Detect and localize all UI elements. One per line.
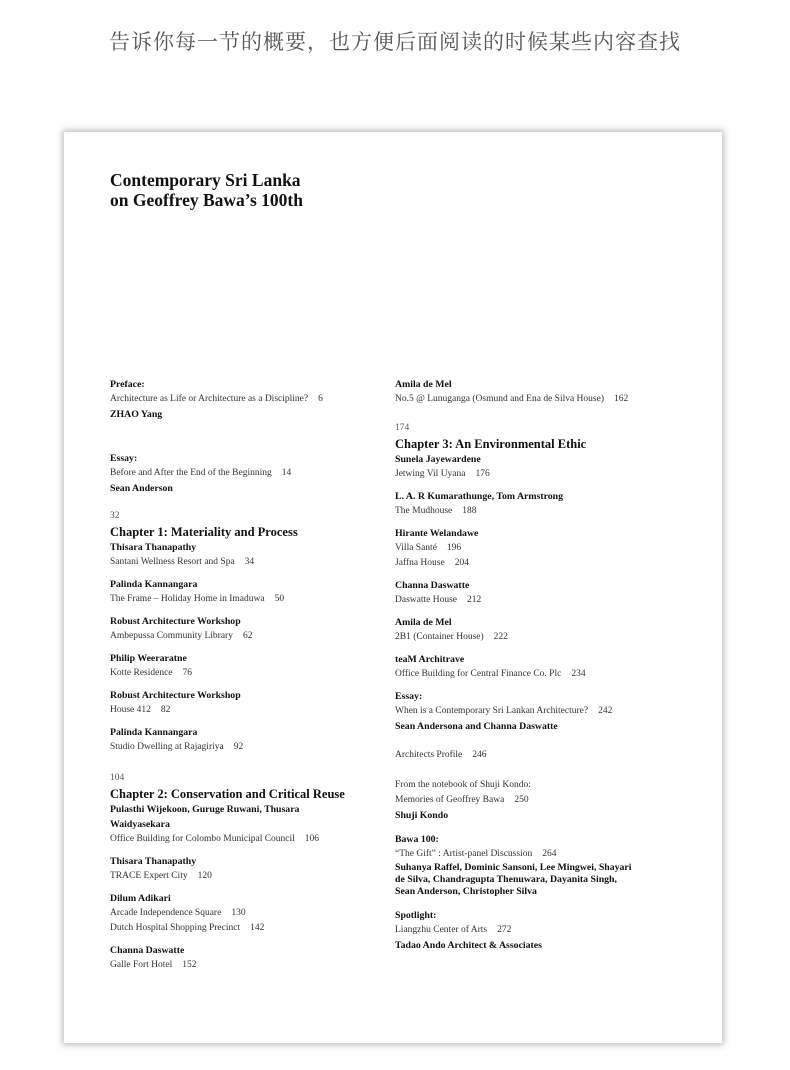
toc-author-line — [110, 481, 395, 496]
toc-author-text: Palinda Kannangara — [110, 727, 198, 738]
toc-title-line — [110, 869, 395, 884]
toc-names-line — [395, 862, 680, 874]
toc-author-text: teaM Architrave — [395, 654, 465, 665]
toc-author-line — [395, 938, 680, 953]
toc-author-text: Dilum Adikari — [110, 893, 171, 904]
toc-author-line — [110, 577, 395, 592]
toc-label-line — [395, 689, 680, 704]
toc-author-line — [395, 808, 680, 823]
toc-names-text: Suhanya Raffel, Dominic Sansoni, Lee Mingwei, Shayari — [395, 862, 632, 873]
caption-banner: 告诉你每一节的概要，也方便后面阅读的时候某些内容查找 — [109, 30, 681, 54]
toc-title-line — [395, 593, 680, 608]
toc-author-line — [395, 578, 680, 593]
toc-title-text: Liangzhu Center of Arts — [395, 925, 488, 935]
toc-author-text: Pulasthi Wijekoon, Guruge Ruwani, Thusara — [110, 804, 300, 815]
toc-author-text: Palinda Kannangara — [110, 579, 198, 590]
page-number: 76 — [182, 668, 193, 678]
toc-chapter-line — [110, 524, 395, 540]
toc-author-line — [395, 652, 680, 667]
page-number: 272 — [497, 925, 512, 935]
toc-pagenum-text: 32 — [110, 511, 120, 521]
toc-title-line — [110, 392, 395, 407]
toc-author-text: Amila de Mel — [395, 379, 452, 390]
toc-title-text: TRACE Expert City — [110, 871, 188, 881]
toc-author-text: Robust Architecture Workshop — [110, 690, 241, 701]
toc-entry — [395, 578, 680, 608]
toc-entry — [110, 377, 395, 422]
toc-title-line — [395, 392, 680, 407]
page-number: 142 — [250, 923, 265, 933]
toc-title-line — [395, 793, 680, 808]
toc-author-line — [395, 615, 680, 630]
toc-entry — [110, 891, 395, 936]
toc-author-text: Robust Architecture Workshop — [110, 616, 241, 627]
toc-entry — [395, 526, 680, 571]
toc-title-text: Kotte Residence — [110, 668, 173, 678]
toc-entry — [110, 651, 395, 681]
toc-author-line — [110, 614, 395, 629]
toc-title-line — [395, 748, 680, 763]
toc-title-text: “The Gift” : Artist-panel Discussion — [395, 849, 533, 859]
toc-title-line — [395, 704, 680, 719]
toc-author-line — [110, 943, 395, 958]
toc-title-text: Ambepussa Community Library — [110, 631, 233, 641]
page-number: 246 — [472, 750, 487, 760]
toc-entry — [395, 748, 680, 763]
toc-author-line — [110, 854, 395, 869]
toc-author-line — [110, 725, 395, 740]
toc-label-line — [110, 451, 395, 466]
toc-title-line — [395, 504, 680, 519]
toc-entry — [110, 688, 395, 718]
toc-chapter-line — [395, 436, 680, 452]
toc-author-line — [395, 377, 680, 392]
toc-title-line — [110, 592, 395, 607]
page-number: 92 — [233, 742, 244, 752]
page-number: 130 — [231, 908, 246, 918]
toc-label-text: Bawa 100: — [395, 834, 439, 845]
page-number: 6 — [318, 394, 323, 404]
toc-title-text: Architects Profile — [395, 750, 463, 760]
toc-title-line — [395, 847, 680, 862]
page-number: 162 — [614, 394, 629, 404]
toc-title-line — [110, 466, 395, 481]
toc-title-line — [110, 906, 395, 921]
book-title-line-1: Contemporary Sri Lanka — [110, 170, 301, 190]
toc-author-text: L. A. R Kumarathunge, Tom Armstrong — [395, 491, 564, 502]
toc-author-text: ZHAO Yang — [110, 409, 163, 420]
toc-title-line — [395, 630, 680, 645]
toc-author-line — [110, 651, 395, 666]
toc-title-text: The Frame – Holiday Home in Imaduwa — [110, 594, 265, 604]
toc-author-text: Shuji Kondo — [395, 810, 449, 821]
page-number: 120 — [197, 871, 212, 881]
page-number: 234 — [571, 669, 586, 679]
toc-label-text: Spotlight: — [395, 910, 437, 921]
toc-entry — [110, 614, 395, 644]
toc-label-text: Essay: — [110, 453, 138, 464]
toc-title-text: Office Building for Central Finance Co. Plc — [395, 669, 562, 679]
toc-author-text: Amila de Mel — [395, 617, 452, 628]
toc-title-line — [395, 556, 680, 571]
toc-names-text: de Silva, Chandragupta Thenuwara, Dayanita Singh, — [395, 874, 617, 885]
toc-entry — [395, 832, 680, 898]
toc-names-line — [395, 874, 680, 886]
toc-pagenum-line — [110, 509, 395, 524]
toc-entry — [110, 943, 395, 973]
toc-title-line — [110, 921, 395, 936]
toc-title-line — [110, 666, 395, 681]
toc-chapter-line — [110, 786, 395, 802]
toc-entry — [110, 725, 395, 755]
toc-title-line — [110, 832, 395, 847]
toc-author-text: Sunela Jayewardene — [395, 454, 481, 465]
toc-author-text: Thisara Thanapathy — [110, 856, 197, 867]
toc-chapter-text: Chapter 1: Materiality and Process — [110, 525, 298, 539]
toc-label-line — [395, 832, 680, 847]
toc-title-text: Studio Dwelling at Rajagiriya — [110, 742, 224, 752]
book-title-line-2: on Geoffrey Bawa’s 100th — [110, 190, 303, 210]
toc-author-text: Sean Anderson — [110, 483, 173, 494]
toc-author-text: Sean Andersona and Channa Daswatte — [395, 721, 558, 732]
book-title — [110, 170, 303, 210]
page-number: 250 — [514, 795, 529, 805]
toc-label-line — [110, 377, 395, 392]
toc-title-text: Villa Santé — [395, 543, 437, 553]
toc-title-line — [395, 778, 680, 793]
toc-title-text: Office Building for Colombo Municipal Council — [110, 834, 295, 844]
toc-pagenum-text: 104 — [110, 773, 125, 783]
page-number: 204 — [454, 558, 469, 568]
toc-title-text: Architecture as Life or Architecture as a Discipline? — [110, 394, 309, 404]
toc-pagenum-text: 174 — [395, 423, 410, 433]
toc-author-text: Channa Daswatte — [110, 945, 185, 956]
toc-title-text: Dutch Hospital Shopping Precinct — [110, 923, 241, 933]
toc-author-text: Hirante Welandawe — [395, 528, 479, 539]
toc-label-text: Preface: — [110, 379, 145, 390]
toc-label-text: Essay: — [395, 691, 423, 702]
page-number: 242 — [598, 706, 613, 716]
toc-author-line — [395, 489, 680, 504]
toc-author-text: Waidyasekara — [110, 819, 170, 830]
toc-title-text: Before and After the End of the Beginning — [110, 468, 272, 478]
toc-entry — [110, 577, 395, 607]
toc-pagenum-line — [395, 421, 680, 436]
toc-author-line — [110, 540, 395, 555]
page-number: 50 — [274, 594, 285, 604]
toc-title-text: Galle Fort Hotel — [110, 960, 173, 970]
toc-author-line — [395, 719, 680, 734]
toc-title-text: Santani Wellness Resort and Spa — [110, 557, 235, 567]
toc-author-line — [395, 452, 680, 467]
toc-chapter-text: Chapter 3: An Environmental Ethic — [395, 437, 587, 451]
toc-author-line — [110, 407, 395, 422]
toc-title-text: The Mudhouse — [395, 506, 453, 516]
toc-title-line — [110, 740, 395, 755]
toc-entry — [110, 771, 395, 847]
toc-title-line — [110, 703, 395, 718]
toc-entry — [110, 854, 395, 884]
toc-names-text: Sean Anderson, Christopher Silva — [395, 886, 537, 897]
toc-entry — [110, 509, 395, 570]
toc-chapter-text: Chapter 2: Conservation and Critical Reuse — [110, 787, 345, 801]
page-number: 152 — [182, 960, 197, 970]
toc-column-left — [110, 370, 395, 973]
toc-entry — [395, 615, 680, 645]
toc-names-line — [395, 886, 680, 898]
toc-author-line — [395, 526, 680, 541]
toc-title-text: 2B1 (Container House) — [395, 632, 484, 642]
toc-entry — [395, 489, 680, 519]
toc-entry — [395, 778, 680, 823]
page-number: 82 — [160, 705, 171, 715]
page-number: 176 — [475, 469, 490, 479]
page-number: 14 — [281, 468, 292, 478]
toc-author-line — [110, 817, 395, 832]
toc-title-line — [395, 923, 680, 938]
toc-column-right — [395, 370, 680, 953]
toc-title-text: Jetwing Vil Uyana — [395, 469, 466, 479]
toc-pagenum-line — [110, 771, 395, 786]
page-number: 196 — [446, 543, 462, 553]
page-number: 188 — [462, 506, 477, 516]
toc-author-text: Thisara Thanapathy — [110, 542, 197, 553]
toc-title-line — [110, 958, 395, 973]
toc-entry — [395, 377, 680, 407]
toc-author-text: Channa Daswatte — [395, 580, 470, 591]
page-number: 34 — [244, 557, 255, 567]
toc-title-line — [395, 667, 680, 682]
toc-label-line — [395, 908, 680, 923]
toc-title-text: Memories of Geoffrey Bawa — [395, 795, 505, 805]
toc-author-text: Tadao Ando Architect & Associates — [395, 940, 542, 951]
toc-entry — [110, 451, 395, 496]
toc-title-text: Jaffna House — [395, 558, 445, 568]
toc-title-text: House 412 — [110, 705, 151, 715]
toc-author-line — [110, 891, 395, 906]
page-number: 212 — [467, 595, 482, 605]
toc-title-text: Daswatte House — [395, 595, 457, 605]
toc-author-text: Philip Weeraratne — [110, 653, 187, 664]
toc-title-line — [395, 541, 680, 556]
toc-title-line — [395, 467, 680, 482]
toc-title-text: From the notebook of Shuji Kondo: — [395, 780, 531, 790]
page-number: 222 — [493, 632, 508, 642]
toc-title-text: When is a Contemporary Sri Lankan Architecture? — [395, 706, 589, 716]
toc-author-line — [110, 802, 395, 817]
toc-title-line — [110, 629, 395, 644]
toc-title-text: Arcade Independence Square — [110, 908, 222, 918]
toc-author-line — [110, 688, 395, 703]
toc-entry — [395, 908, 680, 953]
page-number: 264 — [542, 849, 557, 859]
toc-title-line — [110, 555, 395, 570]
toc-title-text: No.5 @ Lunuganga (Osmund and Ena de Silva House) — [395, 394, 604, 404]
toc-entry — [395, 689, 680, 734]
toc-entry — [395, 421, 680, 482]
toc-entry — [395, 652, 680, 682]
page-number: 106 — [304, 834, 320, 844]
page-number: 62 — [242, 631, 253, 641]
